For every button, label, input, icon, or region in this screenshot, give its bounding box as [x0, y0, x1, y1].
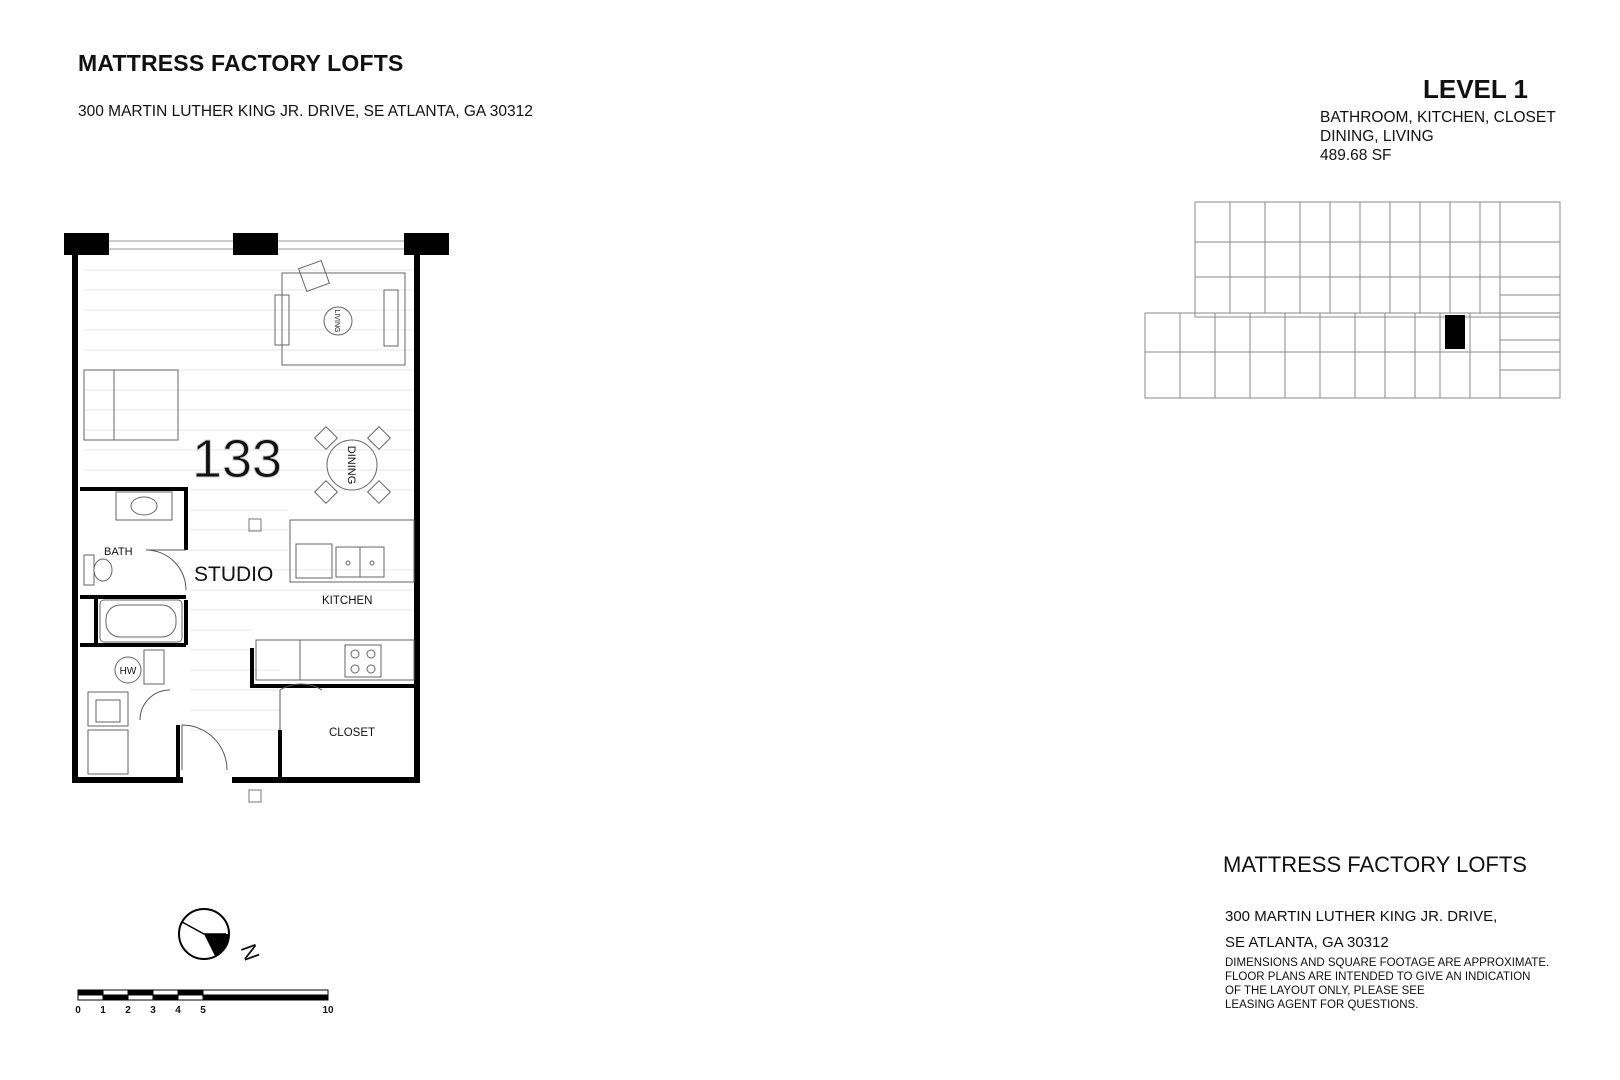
scale-tick-5: 5 [200, 1005, 206, 1016]
column-left [64, 233, 109, 255]
scale-tick-3: 3 [150, 1005, 156, 1016]
kitchen-label: KITCHEN [322, 595, 373, 607]
disclaimer-line-3: OF THE LAYOUT ONLY, PLEASE SEE [1225, 985, 1425, 997]
footer-title: MATTRESS FACTORY LOFTS [1223, 852, 1527, 877]
unit-number: 133 [191, 429, 283, 489]
water-heater-label: HW [119, 666, 137, 677]
living-label: LIVING [333, 309, 340, 333]
scale-bar [72, 988, 362, 1018]
dining-label: DINING [345, 445, 357, 485]
disclaimer-line-2: FLOOR PLANS ARE INTENDED TO GIVE AN INDICATION [1225, 971, 1531, 983]
rooms-list-line-1: BATHROOM, KITCHEN, CLOSET [1320, 109, 1556, 126]
scale-tick-10: 10 [322, 1005, 334, 1016]
level-heading: LEVEL 1 [1422, 74, 1528, 104]
scale-tick-4: 4 [175, 1005, 181, 1016]
key-plan-north-wing [1195, 202, 1560, 317]
column-middle [233, 233, 278, 255]
unit-floor-plan [0, 0, 460, 820]
column-right [404, 233, 449, 255]
disclaimer-line-1: DIMENSIONS AND SQUARE FOOTAGE ARE APPROXIMATE. [1225, 957, 1550, 969]
rooms-list-line-2: DINING, LIVING [1320, 128, 1434, 145]
key-plan-south-wing [1145, 313, 1560, 398]
north-label: N [235, 940, 265, 965]
footer-address-line-2: SE ATLANTA, GA 30312 [1225, 934, 1389, 951]
bath-label: BATH [104, 546, 133, 558]
closet-label: CLOSET [329, 727, 376, 739]
scale-tick-2: 2 [125, 1005, 131, 1016]
exterior-walls [75, 255, 417, 780]
ceiling-marker [249, 519, 261, 531]
bath-fixtures [84, 492, 182, 642]
entry-marker [249, 790, 261, 802]
disclaimer-line-4: LEASING AGENT FOR QUESTIONS. [1225, 999, 1419, 1011]
north-arrow [168, 900, 268, 970]
unit-area: 489.68 SF [1320, 147, 1392, 164]
flooring-lines [84, 270, 414, 730]
property-title: MATTRESS FACTORY LOFTS [78, 50, 404, 76]
scale-tick-1: 1 [100, 1005, 106, 1016]
building-key-plan [1140, 195, 1570, 405]
studio-label: STUDIO [194, 563, 274, 586]
unit-location-highlight [1445, 315, 1465, 349]
footer-address-line-1: 300 MARTIN LUTHER KING JR. DRIVE, [1225, 908, 1498, 925]
scale-tick-0: 0 [75, 1005, 81, 1016]
property-address: 300 MARTIN LUTHER KING JR. DRIVE, SE ATLANTA, GA 30312 [78, 103, 533, 120]
